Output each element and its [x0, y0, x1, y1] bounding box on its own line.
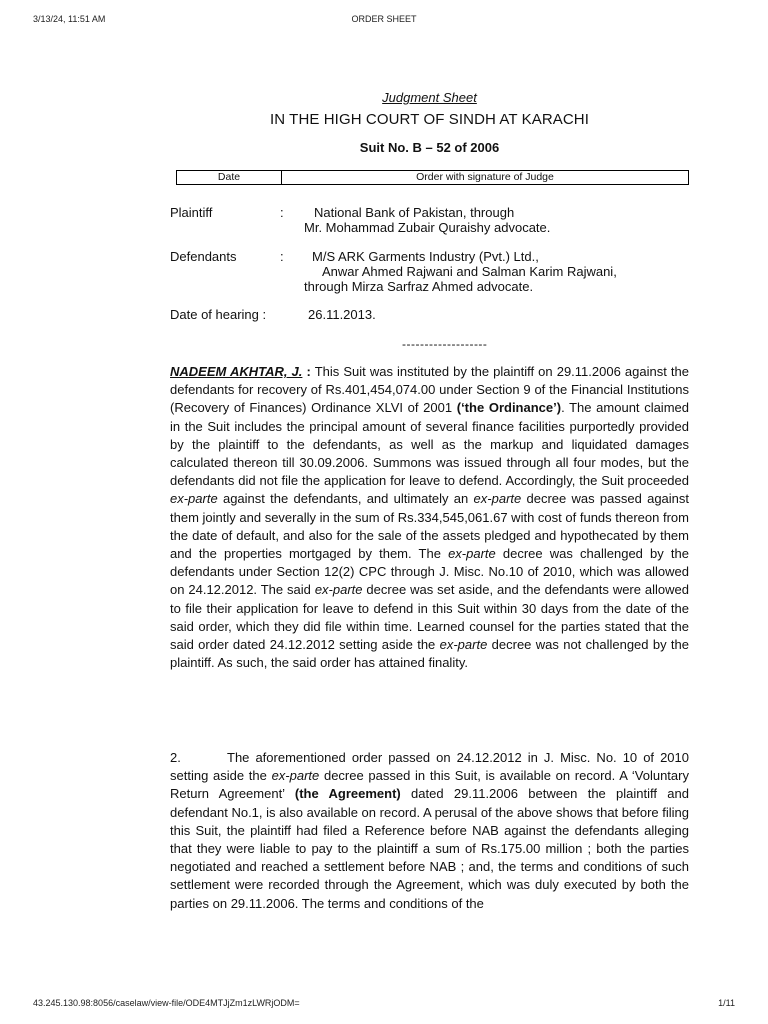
para1-text: This Suit was instituted by the plaintiff on 29.11.2006 against the defendants for recovery of Rs.401,454,074.00 under Section 9 of the Financial Institutions (Recovery of Finances) Ordinance XLVI of 2001: [170, 364, 689, 416]
defendants-colon: :: [280, 249, 284, 264]
para1-text: decree was not challenged by the plaintiff. As such, the said order has attained finality.: [170, 637, 689, 671]
print-footer: [0, 998, 768, 1012]
defendants-line-2: Anwar Ahmed Rajwani and Salman Karim Rajwani,: [322, 264, 617, 279]
print-timestamp: 3/13/24, 11:51 AM: [33, 14, 106, 24]
print-url: 43.245.130.98:8056/caselaw/view-file/ODE4MTJjZm1zLWRjODM=: [33, 998, 300, 1008]
hearing-label: Date of hearing :: [170, 307, 267, 322]
plaintiff-line-2: Mr. Mohammad Zubair Quraishy advocate.: [304, 220, 551, 235]
para1-text: decree was passed against them jointly and severally in the sum of Rs.334,545,061.67 with cost of funds thereon from the date of default, and also for the sale of the assets pledged and hypothecated by them and the properties mortgaged by them. The: [170, 491, 690, 562]
para2-text: dated 29.11.2006 between the plaintiff and defendant No.1, is also available on record. A perusal of the above shows that before filing this Suit, the plaintiff had filed a Reference before NAB against the defendants alleging that they were liable to pay to the plaintiff a sum of Rs.175.00 million ; both the parties negotiated and reached a settlement before NAB ; and, the terms and conditions of such settlement were recorded through the Agreement, which was duly executed by both the parties on 29.11.2006. The terms and conditions of the: [170, 786, 689, 911]
print-header: [0, 14, 768, 28]
paragraph-1: [170, 363, 689, 672]
plaintiff-colon: :: [280, 205, 284, 220]
hearing-date: 26.11.2013.: [308, 307, 376, 322]
print-title: ORDER SHEET: [351, 14, 417, 24]
court-name: IN THE HIGH COURT OF SINDH AT KARACHI: [269, 111, 590, 128]
para1-text: against the defendants, and ultimately an: [217, 491, 474, 507]
defendants-line-3: through Mirza Sarfraz Ahmed advocate.: [304, 279, 534, 294]
date-column-header: Date: [177, 171, 282, 185]
defendants-label: Defendants: [170, 249, 237, 264]
plaintiff-line-1: National Bank of Pakistan, through: [314, 205, 515, 220]
ex-parte-term: ex-parte: [314, 582, 363, 598]
judge-colon: :: [306, 364, 311, 379]
para1-text: . The amount claimed in the Suit includes the principal amount of several finance facilities purportedly provided by the plaintiff to the defendants, as well as the markup and liquidated damages calculated thereon till 30.09.2006. Summons was issued through all four modes, but the defendants did not file the application for leave to defend. Accordingly, the Suit proceeded: [170, 400, 689, 489]
ordinance-term: (‘the Ordinance’): [456, 400, 562, 416]
suit-number: Suit No. B – 52 of 2006: [359, 140, 500, 155]
paragraph-2: [170, 749, 689, 913]
para2-text: decree passed in this Suit, is available on record. A ‘Voluntary Return Agreement’: [170, 768, 689, 802]
paragraph-number: 2.: [170, 750, 181, 765]
judge-name: NADEEM AKHTAR, J.: [170, 364, 303, 379]
para1-text: decree was set aside, and the defendants were allowed to file their application for leave to defend in this Suit within 30 days from the date of the said order, which they did file within time. Learned counsel for the parties stated that the said order dated 24.12.2012 setting aside the: [170, 582, 689, 653]
ex-parte-term: ex-parte: [448, 546, 496, 562]
judgment-sheet-title: Judgment Sheet: [382, 90, 477, 105]
ex-parte-term: ex-parte: [170, 491, 218, 507]
para2-text: The aforementioned order passed on 24.12.2012 in J. Misc. No. 10 of 2010 setting aside the: [170, 750, 689, 784]
agreement-term: (the Agreement): [294, 786, 401, 802]
ex-parte-term: ex-parte: [271, 768, 320, 784]
ex-parte-term: ex-parte: [473, 491, 522, 507]
plaintiff-label: Plaintiff: [170, 205, 213, 220]
ex-parte-term: ex-parte: [439, 637, 488, 653]
para1-text: decree was challenged by the defendants under Section 12(2) CPC through J. Misc. No.10 of 2010, which was allowed on 24.12.2012. The said: [170, 546, 689, 598]
defendants-line-1: M/S ARK Garments Industry (Pvt.) Ltd.,: [312, 249, 539, 264]
separator-line: -------------------: [402, 337, 488, 351]
order-header-table: [176, 170, 689, 185]
order-column-header: Order with signature of Judge: [282, 171, 689, 185]
page-number: 1/11: [718, 998, 735, 1008]
